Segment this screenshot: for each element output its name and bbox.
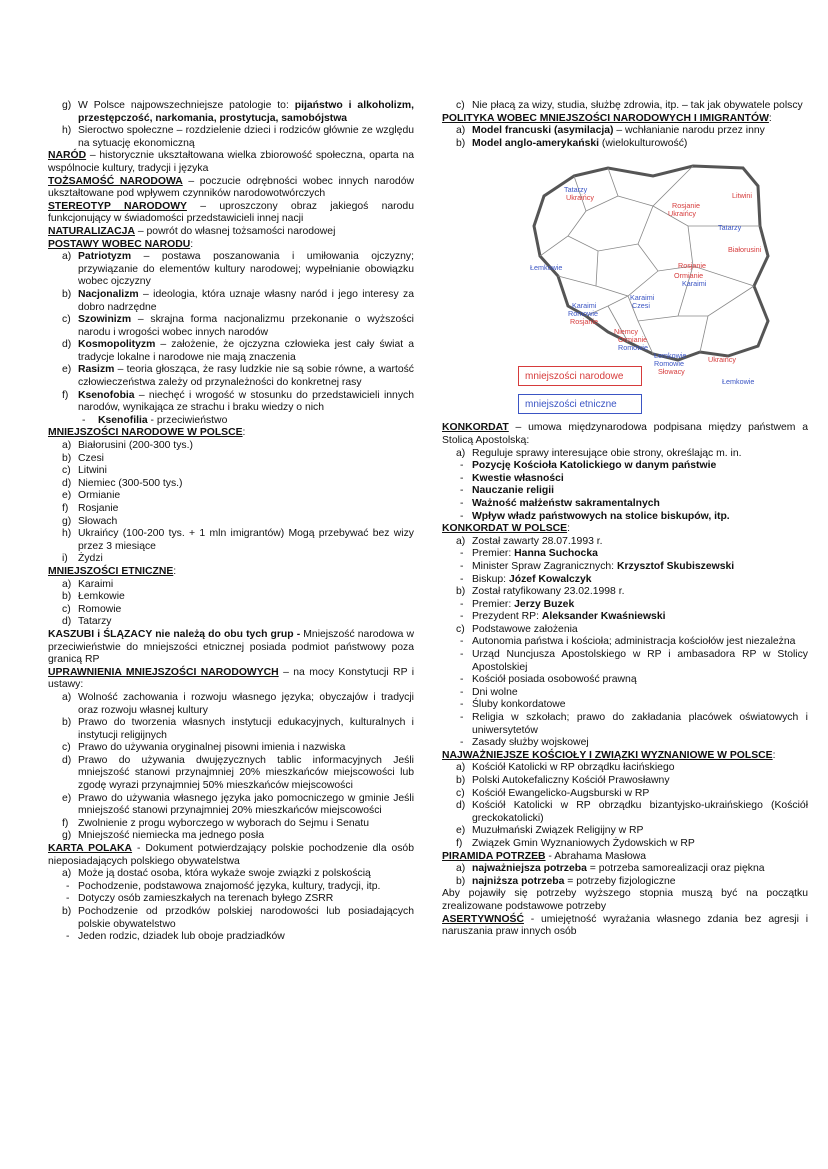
list-item: a) Białorusini (200-300 tys.) <box>62 440 193 452</box>
map-label-litwini: Litwini <box>732 191 752 201</box>
postawy-list <box>48 251 414 427</box>
section-heading-konkordat-polska: KONKORDAT W POLSCE: <box>442 523 570 535</box>
section-heading-mn-narodowe: MNIEJSZOŚCI NARODOWE W POLSCE: <box>48 427 246 439</box>
list-item: - Kwestie własności <box>460 472 564 484</box>
map-label-romowie: Romowie <box>654 359 684 369</box>
map-label-czesi: Czesi <box>632 301 650 311</box>
list-item: b) Polski Autokefaliczny Kościół Prawosławny <box>456 775 670 786</box>
definition-narod: NARÓD – historycznie ukształtowana wielka zbiorowość społeczna, oparta na wspólnocie kultury, tradycji i języka <box>48 150 414 174</box>
list-item: - Ważność małżeństw sakramentalnych <box>460 497 660 509</box>
list-item: g) W Polsce najpowszechniejsze patologie to: pijaństwo i alkoholizm, przestępczość, narkomania, prostytucja, samobójstwa <box>62 100 415 124</box>
list-item: - Prezydent RP: Aleksander Kwaśniewski <box>460 611 666 623</box>
list-item: - Wpływ władz państwowych na stolice biskupów, itp. <box>460 510 730 522</box>
list-item: a) Karaimi <box>62 578 114 590</box>
list-item: b) Prawo do tworzenia własnych instytucji edukacyjnych, kulturalnych i instytucji religijnych <box>62 717 414 741</box>
map-label-ormianie: Ormianie <box>618 335 648 345</box>
list-item: a) Może ją dostać osoba, która wykaże swoje związki z polskością <box>62 868 371 880</box>
list-item: h) Ukraińcy (100-200 tys. + 1 mln imigrantów) Mogą przebywać bez wizy przez 3 miesiące <box>62 528 414 552</box>
list-item: b) Model anglo-amerykański (wielokulturowość) <box>456 137 688 149</box>
list-item: b) najniższa potrzeba = potrzeby fizjologiczne <box>456 875 676 887</box>
list-item: - Dotyczy osób zamieszkałych na terenach byłego ZSRR <box>66 893 334 905</box>
list-item: - Urząd Nuncjusza Apostolskiego w RP i ambasadora RP w Stolicy Apostolskiej <box>460 649 808 673</box>
list-item: - Nauczanie religii <box>460 485 554 497</box>
list-item: - Pozycję Kościoła Katolickiego w danym państwie <box>460 460 717 472</box>
list-item: e) Muzułmański Związek Religijny w RP <box>456 825 644 837</box>
list-item: i) Żydzi <box>62 553 103 565</box>
list-item: c) Prawo do używania oryginalnej pisowni imienia i nazwiska <box>62 742 346 754</box>
list-item: - Pochodzenie, podstawowa znajomość języka, kultury, tradycji, itp. <box>66 880 381 892</box>
section-heading-mn-etniczne: MNIEJSZOŚCI ETNICZNE: <box>48 565 177 577</box>
piramida-note: Aby pojawiły się potrzeby wyższego stopnia muszą być na początku zrealizowane podstawowe potrzeby <box>442 888 808 912</box>
map-label-lemkowie: Łemkowie <box>530 263 563 273</box>
kaszubi-note: KASZUBI i ŚLĄZACY nie należą do obu tych grup - Mniejszość narodowa w przeciwieństwie do mniejszości etnicznej posiada podmiot państwowy poza granicą RP <box>48 628 414 666</box>
list-item: a) Patriotyzm – postawa poszanowania i umiłowania ojczyzny; przywiązanie do elementów kultury narodowej; wypełnianie obowiązku wobec ojczyzny <box>62 251 414 288</box>
list-item: h) Sieroctwo społeczne – rozdzielenie dzieci i rodziców głównie ze względu na sytuację ekonomiczną <box>62 125 414 149</box>
map-label-romowie: Romowie <box>618 343 648 353</box>
mn-etniczne-list <box>48 579 414 629</box>
list-item: e) Ormianie <box>62 490 121 502</box>
list-item: f) Ksenofobia – niechęć i wrogość w stosunku do przedstawicieli innych narodów, wynikająca ze strachu i braku wiedzy o nich <box>62 389 414 414</box>
right-column <box>442 100 808 939</box>
list-item: g) Słowach <box>62 515 118 527</box>
list-item: d) Niemiec (300-500 tys.) <box>62 477 183 489</box>
list-item: - Minister Spraw Zagranicznych: Krzysztof Skubiszewski <box>460 560 735 572</box>
map-label-lemkowie: Łemkowie <box>722 377 755 387</box>
definition-asertywnosc: ASERTYWNOŚĆ - umiejętność wyrażania własnego zdania bez agresji i naruszania praw innych osób <box>442 913 808 938</box>
list-item: b) Pochodzenie od przodków polskiej narodowości lub posiadających polskie obywatelstwo <box>62 906 414 930</box>
map-label-niemcy: Niemcy <box>614 327 638 337</box>
map-label-lemkowie: Łemkowie <box>654 351 687 361</box>
map-label-romowie: Romowie <box>568 309 598 319</box>
list-item: - Jeden rodzic, dziadek lub oboje pradziadków <box>66 931 285 943</box>
list-item: - Autonomia państwa i kościoła; administracja kościołów jest niezależna <box>460 636 796 648</box>
legend-national: mniejszości narodowe <box>518 366 642 386</box>
list-item: a) Kościół Katolicki w RP obrządku łacińskiego <box>456 762 675 774</box>
definition-piramida: PIRAMIDA POTRZEB - Abrahama Masłowa <box>442 850 647 862</box>
list-item: c) Kościół Ewangelicko-Augsburski w RP <box>456 787 650 799</box>
list-item: - Ksenofilia - przeciwieństwo <box>82 414 228 426</box>
mn-narodowe-list <box>48 440 414 566</box>
list-item: f) Rosjanie <box>62 503 119 514</box>
list-item: b) Łemkowie <box>62 591 125 603</box>
map-label-rosjanie: Rosjanie <box>678 261 706 271</box>
definition-konkordat: KONKORDAT – umowa międzynarodowa podpisana między państwem a Stolicą Apostolską: <box>442 422 808 446</box>
poland-minorities-map <box>478 156 778 416</box>
list-item: d) Tatarzy <box>62 616 112 628</box>
map-label-rosjanie: Rosjanie <box>570 317 598 327</box>
uprawnienia-list <box>48 692 414 843</box>
list-item: - Kościół posiada osobowość prawną <box>460 674 637 686</box>
list-item: b) Został ratyfikowany 23.02.1998 r. <box>456 586 625 598</box>
map-label-tatarzy: Tatarzy <box>564 185 588 195</box>
list-item: d) Prawo do używania dwujęzycznych tablic informacyjnych Jeśli mniejszość stanowi przynajmniej 20% mieszkańców miejscowości lub zgodę wyrazi przynajmniej 50% mieszkańców miejscowości <box>62 754 414 792</box>
list-item: a) najważniejsza potrzeba = potrzeba samorealizacji oraz piękna <box>456 863 765 875</box>
list-item: - Premier: Jerzy Buzek <box>460 598 575 610</box>
map-label-ukraincy: Ukraińcy <box>566 193 594 203</box>
map-label-slowacy: Słowacy <box>658 367 685 377</box>
list-item: - Dni wolne <box>460 686 518 698</box>
map-label-bialorusini: Białorusini <box>728 245 762 255</box>
list-item: a) Reguluje sprawy interesujące obie strony, określając m. in. <box>456 447 742 459</box>
map-label-tatarzy: Tatarzy <box>718 223 742 233</box>
section-heading-koscioly: NAJWAŻNIEJSZE KOŚCIOŁY I ZWIĄZKI WYZNANIOWE W POLSCE: <box>442 749 776 761</box>
map-label-ukraincy: Ukraińcy <box>668 209 696 219</box>
legend-ethnic: mniejszości etniczne <box>518 394 642 414</box>
list-item: g) Mniejszość niemiecka ma jednego posła <box>62 830 264 842</box>
left-column <box>48 100 414 944</box>
section-heading-karta: KARTA POLAKA - Dokument potwierdzający polskie pochodzenie dla osób nieposiadających polskiego obywatelstwa <box>48 843 414 867</box>
section-heading-polityka: POLITYKA WOBEC MNIEJSZOŚCI NARODOWYCH I IMIGRANTÓW: <box>442 112 772 124</box>
list-item: d) Kosmopolityzm – założenie, że ojczyzna człowieka jest cały świat a tradycje lokalne i narodowe nie mają znaczenia <box>62 339 414 363</box>
list-item: b) Czesi <box>62 452 104 464</box>
map-label-karaimi: Karaimi <box>572 301 597 311</box>
list-item: - Premier: Hanna Suchocka <box>460 548 598 560</box>
section-heading-postawy: POSTAWY WOBEC NARODU: <box>48 238 194 250</box>
map-label-karaimi: Karaimi <box>630 293 655 303</box>
list-item: f) Związek Gmin Wyznaniowych Żydowskich w RP <box>456 837 695 849</box>
list-item: c) Podstawowe założenia <box>456 623 578 635</box>
map-label-ormianie: Ormianie <box>674 271 704 281</box>
section-heading-uprawnienia: UPRAWNIENIA MNIEJSZOŚCI NARODOWYCH – na mocy Konstytucji RP i ustawy: <box>48 666 415 691</box>
karta-list <box>48 868 414 944</box>
list-item: c) Litwini <box>62 465 107 477</box>
list-item: e) Prawo do używania własnego języka jako pomocniczego w gminie Jeśli mniejszość stanowi przynajmniej 20% mieszkańców miejscowości <box>62 792 414 817</box>
list-item: c) Nie płacą za wizy, studia, służbę zdrowia, itp. – tak jak obywatele polscy <box>456 100 803 111</box>
map-label-ukraincy: Ukraińcy <box>708 355 736 365</box>
list-item: a) Został zawarty 28.07.1993 r. <box>456 535 603 547</box>
list-item: e) Rasizm – teoria głosząca, że rasy ludzkie nie są sobie równe, a wartość człowieczeństwa zależy od przynależności do konkretnej rasy <box>62 364 414 389</box>
list-item: f) Zwolnienie z progu wyborczego w wyborach do Sejmu i Senatu <box>62 817 370 829</box>
list-item: - Religia w szkołach; prawo do zakładania placówek oświatowych i uniwersytetów <box>460 712 808 736</box>
map-label-karaimi: Karaimi <box>682 279 707 289</box>
list-item: a) Model francuski (asymilacja) – wchłanianie narodu przez inny <box>456 125 765 137</box>
list-item: - Biskup: Józef Kowalczyk <box>460 573 592 585</box>
map-label-rosjanie: Rosjanie <box>672 201 700 211</box>
list-item: c) Romowie <box>62 603 122 615</box>
list-item: - Zasady służby wojskowej <box>460 737 589 749</box>
list-item: c) Szowinizm – skrajna forma nacjonalizmu przekonanie o wyższości narodu i wrogości wobec innych narodów <box>62 314 414 338</box>
list-item: d) Kościół Katolicki w RP obrządku bizantyjsko-ukraińskiego (Kościół greckokatolicki) <box>456 800 808 824</box>
definition-naturalizacja: NATURALIZACJA – powrót do własnej tożsamości narodowej <box>48 225 336 237</box>
definition-stereotyp: STEREOTYP NARODOWY – uproszczony obraz jakiegoś narodu funkcjonujący w świadomości przedstawicieli innej nacji <box>48 200 414 225</box>
list-item: b) Nacjonalizm – ideologia, która uznaje własny naród i jego interesy za dobro nadrzędne <box>62 288 414 313</box>
definition-tozsamosc: TOŻSAMOŚĆ NARODOWA – poczucie odrębności wobec innych narodów ukształtowane pod wpływem czynników narodowotwórczych <box>48 175 414 200</box>
list-item: a) Wolność zachowania i rozwoju własnego języka; obyczajów i tradycji oraz rozwoju własnej kultury <box>62 691 414 716</box>
list-item: - Śluby konkordatowe <box>460 699 566 711</box>
